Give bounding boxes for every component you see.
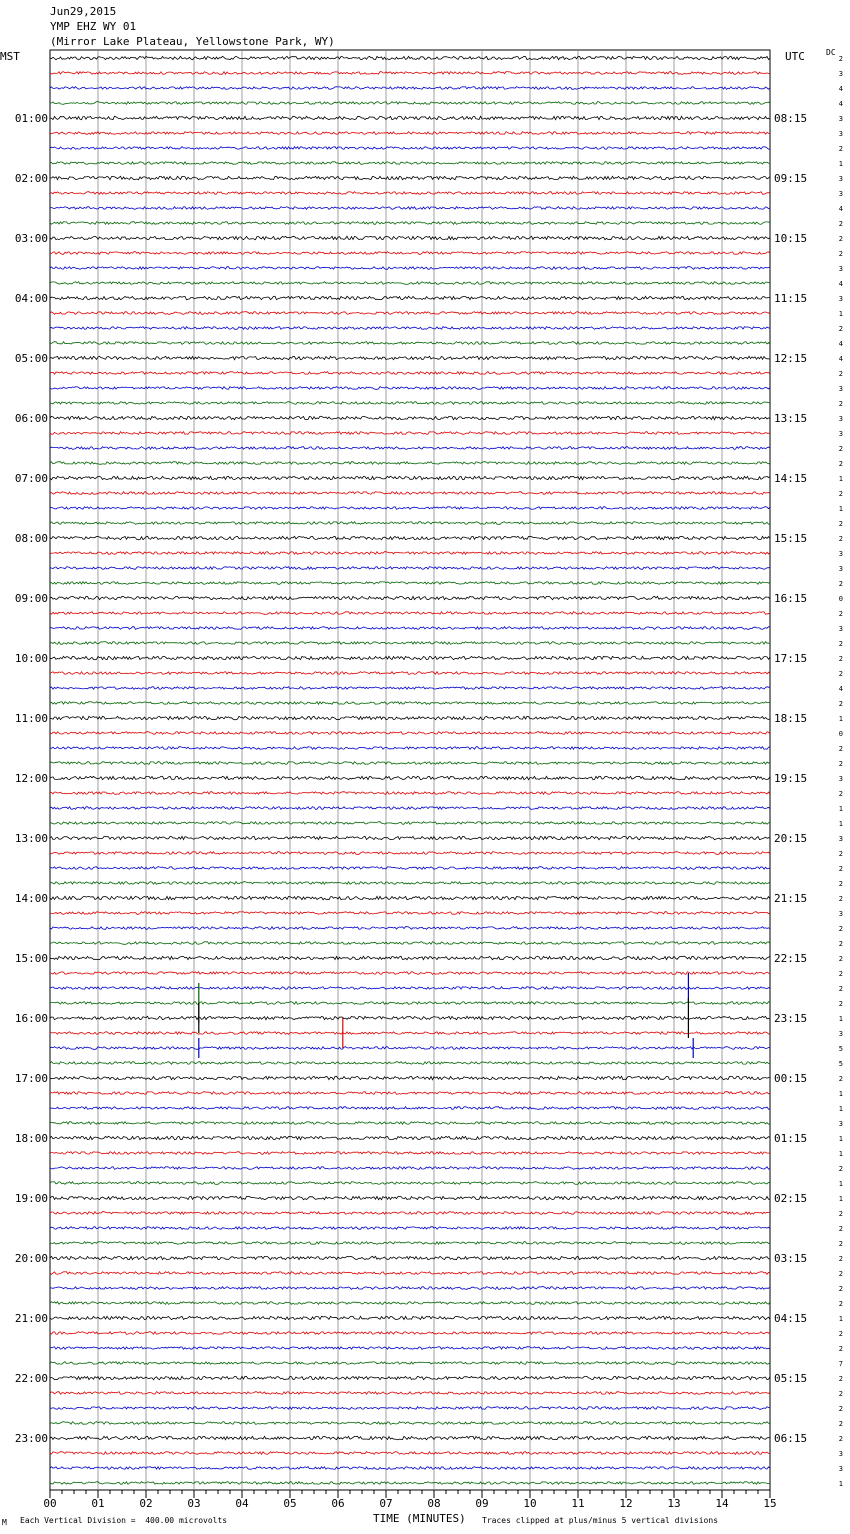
dc-offset-label: 3 <box>838 775 843 783</box>
dc-offset-label: 2 <box>838 370 843 378</box>
right-hour-label: 19:15 <box>774 772 808 785</box>
dc-offset-label: 2 <box>838 865 843 873</box>
x-tick-label: 01 <box>91 1497 105 1510</box>
dc-offset-label: 2 <box>838 925 843 933</box>
trace-line <box>50 656 770 659</box>
right-axis-title: UTC <box>785 50 805 63</box>
dc-offset-label: 3 <box>838 385 843 393</box>
x-tick-label: 03 <box>187 1497 201 1510</box>
right-hour-label: 17:15 <box>774 652 808 665</box>
right-hour-label: 11:15 <box>774 292 808 305</box>
trace-line <box>50 942 770 945</box>
dc-offset-label: 4 <box>838 85 843 93</box>
dc-offset-label: 2 <box>838 1345 843 1353</box>
x-tick-label: 04 <box>235 1497 249 1510</box>
scale-note: Each Vertical Division = 400.00 microvolts <box>20 1516 228 1525</box>
dc-offset-label: 2 <box>838 1435 843 1443</box>
x-tick-label: 11 <box>571 1497 585 1510</box>
trace-line <box>50 207 770 210</box>
trace-line <box>50 1212 770 1215</box>
dc-offset-label: 1 <box>838 1105 843 1113</box>
header-date: Jun29,2015 <box>50 5 117 18</box>
trace-line <box>50 882 770 885</box>
x-axis-title: TIME (MINUTES) <box>373 1512 466 1525</box>
right-hour-label: 04:15 <box>774 1312 808 1325</box>
dc-offset-label: 2 <box>838 745 843 753</box>
dc-offset-label: 1 <box>838 1180 843 1188</box>
trace-line <box>50 192 770 195</box>
trace-line <box>50 116 770 119</box>
trace-line <box>50 1302 770 1305</box>
dc-offset-label: 3 <box>838 625 843 633</box>
left-hour-label: 06:00 <box>14 412 48 425</box>
trace-line <box>50 687 770 690</box>
dc-offset-label: 3 <box>838 415 843 423</box>
right-hour-label: 06:15 <box>774 1432 808 1445</box>
dc-offset-label: 2 <box>838 445 843 453</box>
trace-line <box>50 1316 770 1319</box>
trace-line <box>50 1182 770 1185</box>
trace-line <box>50 327 770 330</box>
left-hour-label: 07:00 <box>14 472 48 485</box>
right-hour-label: 18:15 <box>774 712 808 725</box>
trace-line <box>50 342 770 345</box>
right-hour-label: 09:15 <box>774 172 808 185</box>
dc-offset-label: 1 <box>838 1480 843 1488</box>
left-hour-label: 16:00 <box>14 1012 48 1025</box>
dc-offset-label: 2 <box>838 1285 843 1293</box>
dc-offset-label: 3 <box>838 1030 843 1038</box>
trace-line <box>50 402 770 405</box>
x-tick-label: 05 <box>283 1497 297 1510</box>
dc-offset-label: 1 <box>838 1015 843 1023</box>
footer-mark: M <box>2 1518 7 1527</box>
dc-offset-label: 3 <box>838 910 843 918</box>
right-hour-label: 10:15 <box>774 232 808 245</box>
trace-line <box>50 432 770 435</box>
dc-offset-label: 2 <box>838 790 843 798</box>
trace-line <box>50 1256 770 1259</box>
left-hour-label: 11:00 <box>14 712 48 725</box>
trace-line <box>50 896 770 899</box>
dc-title: DC <box>826 48 836 57</box>
dc-offset-label: 1 <box>838 1195 843 1203</box>
dc-offset-label: 2 <box>838 880 843 888</box>
trace-line <box>50 612 770 615</box>
dc-offset-label: 2 <box>838 235 843 243</box>
dc-offset-label: 2 <box>838 490 843 498</box>
trace-line <box>50 582 770 585</box>
x-tick-label: 09 <box>475 1497 489 1510</box>
trace-line <box>50 1482 770 1485</box>
dc-offset-label: 2 <box>838 460 843 468</box>
left-hour-label: 10:00 <box>14 652 48 665</box>
dc-offset-label: 1 <box>838 1090 843 1098</box>
trace-line <box>50 387 770 390</box>
left-hour-label: 17:00 <box>14 1072 48 1085</box>
trace-line <box>50 1227 770 1230</box>
dc-offset-label: 3 <box>838 430 843 438</box>
dc-offset-label: 2 <box>838 1165 843 1173</box>
trace-line <box>50 1016 770 1019</box>
trace-line <box>50 162 770 165</box>
trace-line <box>50 552 770 555</box>
dc-offset-label: 4 <box>838 205 843 213</box>
trace-line <box>50 222 770 225</box>
left-hour-label: 15:00 <box>14 952 48 965</box>
trace-line <box>50 1332 770 1335</box>
dc-offset-label: 1 <box>838 1150 843 1158</box>
trace-line <box>50 176 770 179</box>
trace-line <box>50 492 770 495</box>
trace-line <box>50 972 770 975</box>
right-hour-label: 01:15 <box>774 1132 808 1145</box>
dc-offset-label: 2 <box>838 700 843 708</box>
dc-offset-label: 3 <box>838 295 843 303</box>
dc-offset-label: 5 <box>838 1045 843 1053</box>
trace-line <box>50 1076 770 1079</box>
trace-line <box>50 716 770 719</box>
dc-offset-label: 3 <box>838 550 843 558</box>
x-tick-label: 15 <box>763 1497 777 1510</box>
left-axis-title: MST <box>0 50 20 63</box>
trace-line <box>50 567 770 570</box>
dc-offset-label: 2 <box>838 1255 843 1263</box>
right-hour-label: 05:15 <box>774 1372 808 1385</box>
trace-line <box>50 956 770 959</box>
trace-line <box>50 1152 770 1155</box>
dc-offset-label: 2 <box>838 640 843 648</box>
dc-offset-label: 3 <box>838 70 843 78</box>
trace-line <box>50 1452 770 1455</box>
trace-line <box>50 1092 770 1095</box>
trace-line <box>50 1407 770 1410</box>
dc-offset-label: 2 <box>838 220 843 228</box>
dc-offset-label: 2 <box>838 250 843 258</box>
trace-line <box>50 1376 770 1379</box>
left-hour-label: 21:00 <box>14 1312 48 1325</box>
trace-line <box>50 147 770 150</box>
x-tick-label: 14 <box>715 1497 729 1510</box>
dc-offset-label: 3 <box>838 115 843 123</box>
trace-line <box>50 732 770 735</box>
left-hour-label: 22:00 <box>14 1372 48 1385</box>
trace-line <box>50 1272 770 1275</box>
dc-offset-label: 1 <box>838 1135 843 1143</box>
trace-line <box>50 596 770 599</box>
trace-line <box>50 1136 770 1139</box>
trace-line <box>50 1122 770 1125</box>
trace-line <box>50 356 770 359</box>
dc-offset-label: 3 <box>838 265 843 273</box>
right-hour-label: 00:15 <box>774 1072 808 1085</box>
dc-offset-label: 2 <box>838 1405 843 1413</box>
dc-offset-label: 3 <box>838 190 843 198</box>
dc-offset-label: 2 <box>838 895 843 903</box>
trace-line <box>50 1422 770 1425</box>
dc-offset-label: 2 <box>838 1330 843 1338</box>
trace-line <box>50 987 770 990</box>
header-station: YMP EHZ WY 01 <box>50 20 137 33</box>
dc-offset-label: 0 <box>838 595 843 603</box>
trace-line <box>50 267 770 270</box>
dc-offset-label: 2 <box>838 1240 843 1248</box>
trace-line <box>50 672 770 675</box>
dc-offset-label: 1 <box>838 160 843 168</box>
trace-line <box>50 1436 770 1439</box>
dc-offset-label: 3 <box>838 565 843 573</box>
dc-offset-label: 0 <box>838 730 843 738</box>
dc-offset-label: 2 <box>838 580 843 588</box>
x-tick-label: 07 <box>379 1497 393 1510</box>
x-tick-label: 13 <box>667 1497 681 1510</box>
trace-line <box>50 1032 770 1035</box>
left-hour-label: 14:00 <box>14 892 48 905</box>
trace-line <box>50 836 770 839</box>
trace-line <box>50 867 770 870</box>
dc-offset-label: 2 <box>838 1210 843 1218</box>
dc-offset-label: 2 <box>838 940 843 948</box>
trace-line <box>50 1392 770 1395</box>
x-tick-label: 10 <box>523 1497 537 1510</box>
trace-line <box>50 1002 770 1005</box>
right-hour-label: 22:15 <box>774 952 808 965</box>
dc-offset-label: 2 <box>838 985 843 993</box>
trace-line <box>50 536 770 539</box>
trace-line <box>50 296 770 299</box>
dc-offset-label: 1 <box>838 310 843 318</box>
dc-offset-label: 2 <box>838 970 843 978</box>
dc-offset-label: 1 <box>838 505 843 513</box>
dc-offset-label: 1 <box>838 715 843 723</box>
dc-offset-label: 2 <box>838 1225 843 1233</box>
left-hour-label: 03:00 <box>14 232 48 245</box>
trace-line <box>50 236 770 239</box>
left-hour-label: 23:00 <box>14 1432 48 1445</box>
dc-offset-label: 1 <box>838 475 843 483</box>
dc-offset-label: 2 <box>838 1390 843 1398</box>
right-hour-label: 02:15 <box>774 1192 808 1205</box>
trace-line <box>50 1196 770 1199</box>
trace-line <box>50 312 770 315</box>
trace-line <box>50 1242 770 1245</box>
trace-line <box>50 522 770 525</box>
x-tick-label: 08 <box>427 1497 441 1510</box>
trace-line <box>50 912 770 915</box>
dc-offset-label: 1 <box>838 805 843 813</box>
trace-line <box>50 132 770 135</box>
trace-line <box>50 72 770 75</box>
trace-line <box>50 1107 770 1110</box>
trace-line <box>50 282 770 285</box>
dc-offset-label: 4 <box>838 100 843 108</box>
dc-offset-label: 2 <box>838 1375 843 1383</box>
dc-offset-label: 3 <box>838 1450 843 1458</box>
dc-offset-label: 4 <box>838 355 843 363</box>
dc-offset-label: 2 <box>838 1420 843 1428</box>
dc-offset-label: 2 <box>838 1000 843 1008</box>
right-hour-label: 14:15 <box>774 472 808 485</box>
trace-line <box>50 416 770 419</box>
left-hour-label: 05:00 <box>14 352 48 365</box>
dc-offset-label: 2 <box>838 610 843 618</box>
right-hour-label: 20:15 <box>774 832 808 845</box>
dc-offset-label: 2 <box>838 655 843 663</box>
dc-offset-label: 3 <box>838 1465 843 1473</box>
dc-offset-label: 3 <box>838 175 843 183</box>
dc-offset-label: 2 <box>838 1270 843 1278</box>
right-hour-label: 03:15 <box>774 1252 808 1265</box>
trace-line <box>50 372 770 375</box>
trace-line <box>50 762 770 765</box>
left-hour-label: 09:00 <box>14 592 48 605</box>
trace-line <box>50 1167 770 1170</box>
left-hour-label: 12:00 <box>14 772 48 785</box>
trace-line <box>50 252 770 255</box>
dc-offset-label: 2 <box>838 955 843 963</box>
dc-offset-label: 2 <box>838 145 843 153</box>
dc-offset-label: 2 <box>838 850 843 858</box>
right-hour-label: 23:15 <box>774 1012 808 1025</box>
trace-line <box>50 747 770 750</box>
right-hour-label: 16:15 <box>774 592 808 605</box>
right-hour-label: 08:15 <box>774 112 808 125</box>
x-tick-label: 00 <box>43 1497 57 1510</box>
dc-offset-label: 2 <box>838 670 843 678</box>
right-hour-label: 21:15 <box>774 892 808 905</box>
trace-line <box>50 447 770 450</box>
right-hour-label: 15:15 <box>774 532 808 545</box>
left-hour-label: 08:00 <box>14 532 48 545</box>
dc-offset-label: 5 <box>838 1060 843 1068</box>
trace-line <box>50 462 770 465</box>
dc-offset-label: 2 <box>838 520 843 528</box>
dc-offset-label: 2 <box>838 760 843 768</box>
trace-line <box>50 507 770 510</box>
header-location: (Mirror Lake Plateau, Yellowstone Park, WY) <box>50 35 335 48</box>
right-hour-label: 13:15 <box>774 412 808 425</box>
dc-offset-label: 4 <box>838 685 843 693</box>
trace-line <box>50 627 770 630</box>
trace-line <box>50 852 770 855</box>
trace-line <box>50 56 770 59</box>
left-hour-label: 01:00 <box>14 112 48 125</box>
dc-offset-label: 2 <box>838 1300 843 1308</box>
left-hour-label: 19:00 <box>14 1192 48 1205</box>
trace-line <box>50 642 770 645</box>
trace-line <box>50 1047 770 1050</box>
dc-offset-label: 3 <box>838 835 843 843</box>
dc-offset-label: 2 <box>838 325 843 333</box>
trace-line <box>50 87 770 90</box>
trace-line <box>50 822 770 825</box>
left-hour-label: 04:00 <box>14 292 48 305</box>
left-hour-label: 20:00 <box>14 1252 48 1265</box>
trace-line <box>50 476 770 479</box>
left-hour-label: 18:00 <box>14 1132 48 1145</box>
dc-offset-label: 4 <box>838 280 843 288</box>
clip-note: Traces clipped at plus/minus 5 vertical divisions <box>482 1516 719 1525</box>
x-tick-label: 12 <box>619 1497 633 1510</box>
dc-offset-label: 2 <box>838 400 843 408</box>
left-hour-label: 02:00 <box>14 172 48 185</box>
dc-offset-label: 2 <box>838 55 843 63</box>
dc-offset-label: 2 <box>838 535 843 543</box>
x-tick-label: 06 <box>331 1497 345 1510</box>
trace-line <box>50 792 770 795</box>
dc-offset-label: 1 <box>838 1315 843 1323</box>
trace-line <box>50 1362 770 1365</box>
right-hour-label: 12:15 <box>774 352 808 365</box>
trace-line <box>50 1062 770 1065</box>
dc-offset-label: 7 <box>838 1360 843 1368</box>
dc-offset-label: 3 <box>838 1120 843 1128</box>
trace-line <box>50 1347 770 1350</box>
trace-line <box>50 807 770 810</box>
dc-offset-label: 4 <box>838 340 843 348</box>
left-hour-label: 13:00 <box>14 832 48 845</box>
trace-line <box>50 927 770 930</box>
dc-offset-label: 2 <box>838 1075 843 1083</box>
trace-line <box>50 1287 770 1290</box>
trace-line <box>50 702 770 705</box>
trace-line <box>50 1467 770 1470</box>
x-tick-label: 02 <box>139 1497 153 1510</box>
trace-line <box>50 776 770 779</box>
trace-line <box>50 102 770 105</box>
dc-offset-label: 1 <box>838 820 843 828</box>
dc-offset-label: 3 <box>838 130 843 138</box>
